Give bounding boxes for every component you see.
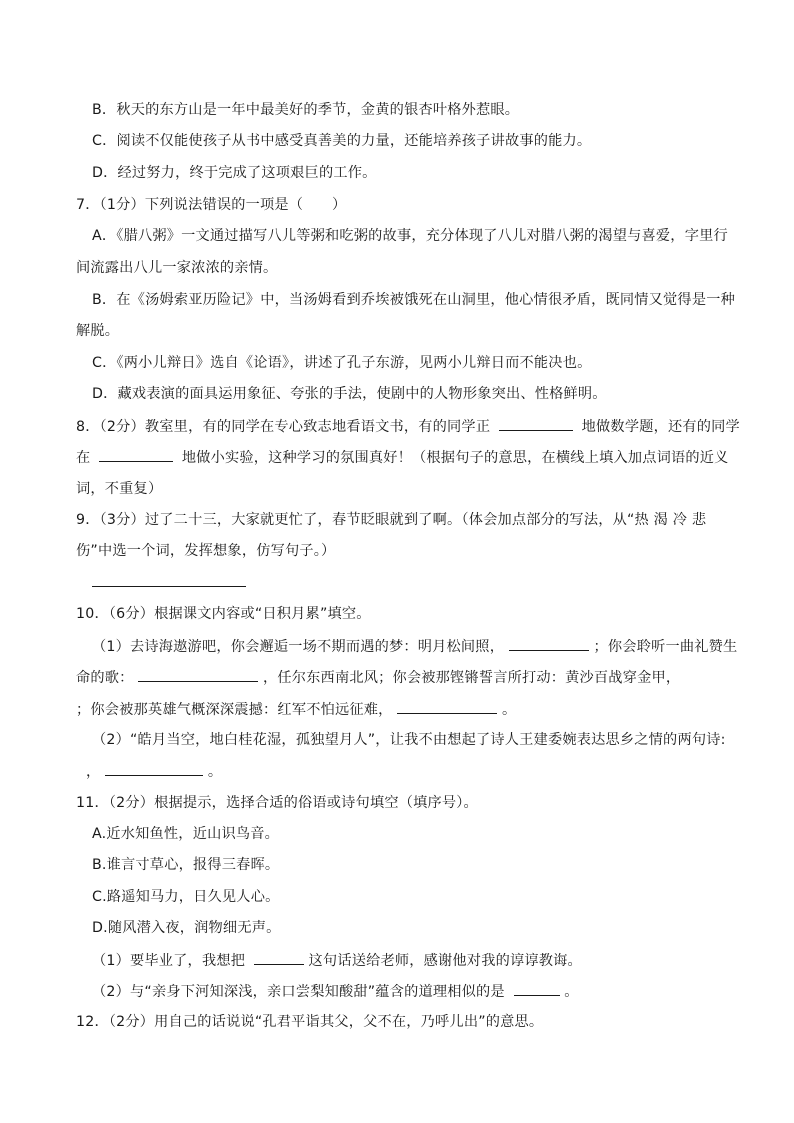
- q7-stem: 7．（1分）下列说法错误的一项是（ ）: [76, 197, 347, 213]
- q7-option-c: C．《两小儿辩日》选自《论语》，讲述了孔子东游，见两小儿辩日而不能决也。: [92, 355, 592, 371]
- q8-blank-2[interactable]: [99, 447, 173, 462]
- q10-blank-3[interactable]: [397, 699, 497, 714]
- q9-answer-line: [92, 572, 246, 593]
- q10-part1-text-e: ；你会被那英雄气概深深震撼：红军不怕远征难，: [76, 702, 393, 718]
- q10-part2-line1: （2）“皓月当空，地白桂花湿，孤独望月人”，让我不由想起了诗人王建委婉表达思乡之情的两句诗:: [92, 732, 726, 748]
- q6-option-d: D．经过努力，终于完成了这项艰巨的工作。: [92, 165, 377, 181]
- q10-part2-comma: ，: [86, 764, 101, 780]
- q10-part1-text-b: ；你会聆听一曲礼赞生: [593, 639, 738, 655]
- q10-part1-text-d: ，任尔东西南北风；你会被那铿锵誓言所打动：黄沙百战穿金甲，: [263, 670, 681, 686]
- q10-stem: 10．（6分）根据课文内容或“日积月累”填空。: [76, 606, 371, 622]
- q6-option-b: B．秋天的东方山是一年中最美好的季节，金黄的银杏叶格外惹眼。: [92, 102, 520, 118]
- q7-option-b-line2: 解脱。: [76, 323, 120, 339]
- q11-sub1: [92, 950, 582, 971]
- q8-blank-1[interactable]: [499, 416, 573, 431]
- q11-option-d: D.随风潜入夜，润物细无声。: [92, 920, 281, 936]
- q11-option-b: B.谁言寸草心，报得三春晖。: [92, 857, 280, 873]
- q10-part2-line2: [86, 761, 222, 782]
- q10-blank-1[interactable]: [509, 636, 589, 651]
- q8-line2-text-a: 在: [76, 450, 91, 466]
- q10-part1-line2: [76, 667, 680, 688]
- q9-answer-blank[interactable]: [92, 572, 246, 587]
- q11-blank-1[interactable]: [254, 950, 304, 965]
- q8-line2-text-b: 地做小实验，这种学习的氛围真好！（根据句子的意思，在横线上填入加点词语的近义: [181, 450, 729, 466]
- q9-line1: 9．（3分）过了二十三，大家就更忙了，春节眨眼就到了啊。（体会加点部分的写法，从“热 渴 冷 悲: [76, 512, 707, 528]
- q7-option-b-line1: B．在《汤姆索亚历险记》中，当汤姆看到乔埃被饿死在山洞里，他心情很矛盾，既同情又觉得是一种: [92, 292, 735, 308]
- q11-option-c: C.路遥知马力，日久见人心。: [92, 889, 280, 905]
- q8-line1: [76, 416, 740, 437]
- q10-blank-4[interactable]: [105, 761, 203, 776]
- q9-line2: 伤”中选一个词，发挥想象，仿写句子。）: [76, 543, 336, 559]
- q12-stem: 12．（2分）用自己的话说说“孔君平诣其父，父不在，乃呼儿出”的意思。: [76, 1014, 544, 1030]
- q11-sub2-text-a: （2）与“亲身下河知深浅，亲口尝梨知酸甜”蕴含的道理相似的是: [92, 984, 505, 1000]
- q11-option-a: A.近水知鱼性，近山识鸟音。: [92, 826, 280, 842]
- q8-line3: 词，不重复）: [76, 481, 163, 497]
- q8-line2: [76, 447, 729, 468]
- q11-sub1-text-b: 这句话送给老师，感谢他对我的谆谆教诲。: [308, 953, 582, 969]
- q6-option-c: C．阅读不仅能使孩子从书中感受真善美的力量，还能培养孩子讲故事的能力。: [92, 133, 592, 149]
- q10-part1-text-a: （1）去诗海遨游吧，你会邂逅一场不期而遇的梦：明月松间照，: [92, 639, 505, 655]
- q10-part1-text-c: 命的歌：: [76, 670, 134, 686]
- q10-part2-period: 。: [207, 764, 223, 780]
- q10-part1-line3: [76, 699, 516, 720]
- q8-line1-text-b: 地做数学题，还有的同学: [581, 419, 740, 435]
- q7-option-a-line1: A．《腊八粥》一文通过描写八儿等粥和吃粥的故事，充分体现了八儿对腊八粥的渴望与喜爱，字里行: [92, 228, 728, 244]
- q11-sub2: [92, 981, 579, 1002]
- q11-stem: 11．（2分）根据提示，选择合适的俗语或诗句填空（填序号）。: [76, 795, 478, 811]
- q11-sub2-text-b: 。: [564, 984, 579, 1000]
- q10-part1-line1: [92, 636, 737, 657]
- q11-sub1-text-a: （1）要毕业了，我想把: [92, 953, 246, 969]
- q11-blank-2[interactable]: [514, 981, 560, 996]
- q10-part1-text-f: 。: [501, 702, 517, 718]
- q7-option-a-line2: 间流露出八儿一家浓浓的亲情。: [76, 260, 278, 276]
- q8-line1-text-a: 8．（2分）教室里，有的同学在专心致志地看语文书，有的同学正: [76, 419, 491, 435]
- q10-blank-2[interactable]: [138, 667, 258, 682]
- q7-option-d: D．藏戏表演的面具运用象征、夸张的手法，使剧中的人物形象突出、性格鲜明。: [92, 386, 607, 402]
